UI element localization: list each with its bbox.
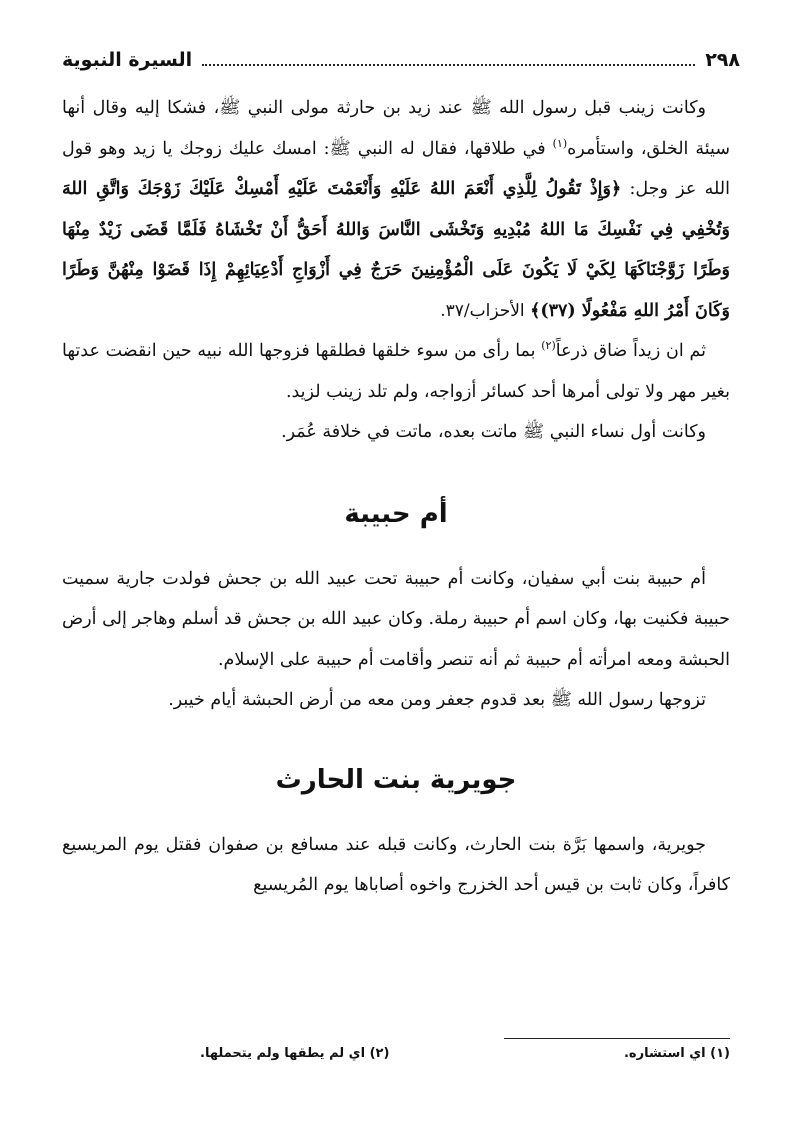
section-heading-umm-habiba: أم حبيبة xyxy=(344,498,448,529)
habiba-paragraph-1: أم حبيبة بنت أبي سفيان، وكانت أم حبيبة تحت عبيد الله بن جحش فولدت جارية سميت حبيبة فكنيت بها، وكان اسم أم حبيبة رملة. وكان عبيد الله بن جحش قد أسلم وهاجر إلى أرض الحبشة ومعه امرأته أم حبيبة ثم أنه تنصر وأقامت أم حبيبة على الإسلام. xyxy=(62,568,730,670)
zaynab-text-1b: في طلاقها، فقال له النبي ﷺ: امسك عليك زوجك يا زيد وهو قول الله عز وجل: xyxy=(62,138,730,199)
page-header xyxy=(62,40,740,80)
footnote-ref-1: (١) xyxy=(552,136,568,150)
zaynab-paragraph-3: وكانت أول نساء النبي ﷺ ماتت بعده، ماتت في خلافة عُمَر. xyxy=(281,422,706,442)
zaynab-text-2a: ثم ان زيداً ضاق ذرعاً xyxy=(555,341,706,361)
page-number: ٢٩٨ xyxy=(705,49,740,71)
section-heading-juwayriya: جويرية بنت الحارث xyxy=(275,764,517,795)
zaynab-text-2b: بما رأى من سوء خلقها فطلقها فزوجها الله نبيه حين انقضت عدتها بغير مهر ولا تولى أمرها أحد كسائر أزواجه، ولم تلد زينب لزيد. xyxy=(62,341,730,402)
footnote-separator xyxy=(504,1038,730,1039)
footnote-1: (١) اي استشاره. xyxy=(623,1046,730,1061)
footnote-2: (٢) اي لم يطقها ولم يتحملها. xyxy=(200,1046,390,1061)
zaynab-paragraph-2 xyxy=(62,331,730,412)
running-title: السيرة النبوية xyxy=(62,49,193,71)
footnote-ref-2: (٢) xyxy=(541,339,556,353)
zaynab-text-1: وكانت زينب قبل رسول الله ﷺ عند زيد بن حارثة مولى النبي ﷺ، فشكا إليه وقال أنها سيئة الخلق، واستأمره xyxy=(62,98,730,159)
zaynab-paragraph-1 xyxy=(62,88,730,331)
page-body xyxy=(62,88,730,906)
quran-verse: ﴿وَإِذْ تَقُولُ لِلَّذِي أَنْعَمَ اللهُ عَلَيْهِ وَأَنْعَمْتَ عَلَيْهِ أَمْسِكْ عَلَيْكَ زَوْجَكَ وَاتَّقِ اللهَ وَتُخْفِي فِي نَفْسِكَ مَا اللهُ مُبْدِيهِ وَتَخْشَى النَّاسَ وَاللهُ أَحَقُّ أَنْ تَخْشَاهُ فَلَمَّا قَضَى زَيْدٌ مِنْهَا وَطَرًا زَوَّجْنَاكَهَا لِكَيْ لَا يَكُونَ عَلَى الْمُؤْمِنِينَ حَرَجٌ فِي أَزْوَاجِ أَدْعِيَائِهِمْ إِذَا قَضَوْا مِنْهُنَّ وَطَرًا وَكَانَ أَمْرُ اللهِ مَفْعُولًا (٣٧)﴾ xyxy=(62,179,730,321)
juwayriya-paragraph-1: جويرية، واسمها بَرَّة بنت الحارث، وكانت قبله عند مسافع بن صفوان فقتل يوم المريسيع كافراً، وكان ثابت بن قيس أحد الخزرج واخوه أصاباها يوم المُريسيع xyxy=(62,834,730,895)
footnotes xyxy=(200,1046,730,1061)
quran-reference: الأحزاب/٣٧. xyxy=(440,300,531,321)
habiba-paragraph-2: تزوجها رسول الله ﷺ بعد قدوم جعفر ومن معه من أرض الحبشة أيام خيبر. xyxy=(168,690,706,710)
header-dotted-leader xyxy=(202,64,695,66)
